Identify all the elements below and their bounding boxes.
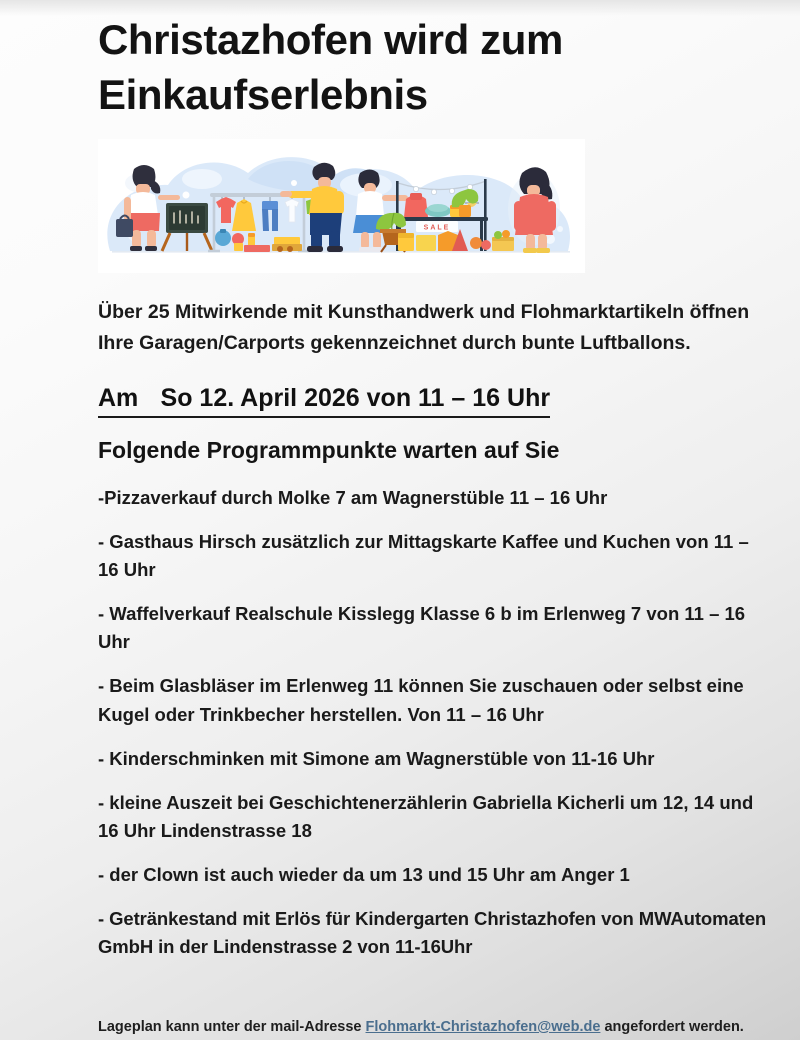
event-date-line: Am So 12. April 2026 von 11 – 16 Uhr — [98, 382, 550, 418]
program-item-clown: - der Clown ist auch wieder da um 13 und 15 Uhr am Anger 1 — [98, 863, 630, 885]
flea-market-illustration — [98, 139, 585, 273]
footer-text-after: angefordert werden. — [600, 1019, 744, 1035]
program-item-waffeln: - Waffelverkauf Realschule Kisslegg Klasse 6 b im Erlenweg 7 von 11 – 16 Uhr — [98, 603, 746, 653]
email-link[interactable]: Flohmarkt-Christazhofen@web.de — [365, 1019, 601, 1035]
program-list — [98, 484, 770, 961]
footer-contact-line — [98, 1018, 788, 1037]
program-item-glasblaeser: - Beim Glasbläser im Erlenweg 11 können Sie zuschauen oder selbst eine Kugel oder Trinkbecher herstellen. Von 11 – 16 Uhr — [98, 675, 744, 725]
sale-sign-text: SALE — [423, 224, 451, 232]
program-subheading: Folgende Programmpunkte warten auf Sie — [98, 436, 560, 463]
program-item-getraenkestand: - Getränkestand mit Erlös für Kindergarten Christazhofen von MWAutomaten GmbH in der Lindenstrasse 2 von 11-16Uhr — [98, 908, 767, 958]
program-item-kinderschminken: - Kinderschminken mit Simone am Wagnerstüble von 11-16 Uhr — [98, 747, 655, 769]
intro-paragraph: Über 25 Mitwirkende mit Kunsthandwerk und Flohmarktartikeln öffnen Ihre Garagen/Carports gekennzeichnet durch bunte Luftballons. — [98, 300, 750, 354]
poster-content — [98, 0, 770, 961]
program-item-pizza: -Pizzaverkauf durch Molke 7 am Wagnerstüble 11 – 16 Uhr — [98, 486, 608, 508]
flea-market-illustration-svg — [98, 139, 585, 273]
program-item-gasthaus: - Gasthaus Hirsch zusätzlich zur Mittagskarte Kaffee und Kuchen von 11 – 16 Uhr — [98, 530, 749, 581]
footer-text-before: Lageplan kann unter der mail-Adresse — [98, 1019, 366, 1035]
page-title: Christazhofen wird zum Einkaufserlebnis — [98, 16, 563, 119]
program-item-geschichten: - kleine Auszeit bei Geschichtenerzählerin Gabriella Kicherli um 12, 14 und 16 Uhr Lindenstrasse 18 — [98, 791, 754, 841]
